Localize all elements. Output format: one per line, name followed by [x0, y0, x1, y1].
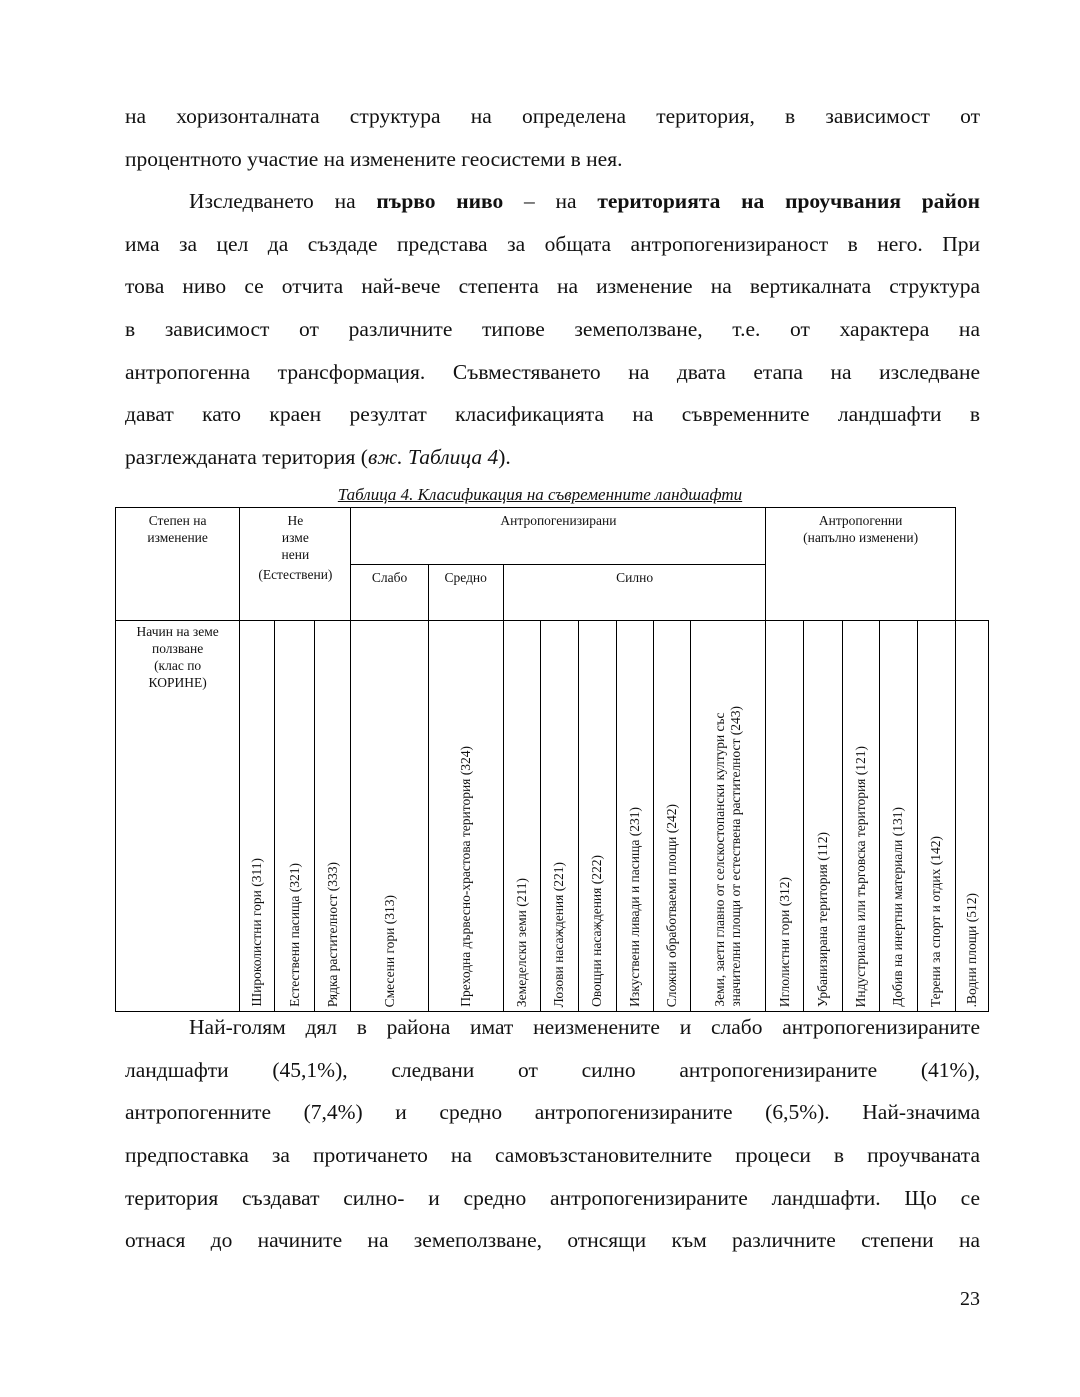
class-cell: Добив на инертни материали (131)	[879, 621, 917, 1012]
paragraph-level-line5: антропогенна трансформация. Съвместяването на двата етапа на изследване	[125, 360, 980, 384]
class-cell: .Водни площи (512)	[955, 621, 988, 1012]
class-cell: Земеделски земи (211)	[503, 621, 540, 1012]
landuse-label-cell: Начин на земе ползване (клас по КОРИНЕ)	[116, 621, 240, 1012]
paragraph-intro-line2: процентното участие на изменените геосистеми в нея.	[125, 147, 623, 171]
class-cell: Преходна дървесно-храстова територия (324)	[428, 621, 503, 1012]
paragraph-level-line1: Изследването на първо ниво – на територията на проучвания район	[189, 189, 980, 213]
class-cell: Широколистни гори (311)	[240, 621, 275, 1012]
natural-header-cell: Не изме нени (Естествени)	[240, 508, 351, 621]
medium-header-cell: Средно	[428, 565, 503, 621]
class-cell: Терени за спорт и отдих (142)	[917, 621, 955, 1012]
class-cell: Сложни обработваеми площи (242)	[654, 621, 691, 1012]
paragraph-results-line5: територия създават силно- и средно антропогенизираните ландшафти. Що се	[125, 1186, 980, 1210]
class-cell: Лозови насаждения (221)	[540, 621, 578, 1012]
classification-table	[115, 507, 989, 1012]
strong-header-cell: Силно	[503, 565, 766, 621]
anthropogenic-header-cell: Антропогенни (напълно изменени)	[766, 508, 955, 621]
class-cell: Урбанизирана територия (112)	[804, 621, 842, 1012]
paragraph-intro-line1: на хоризонталната структура на определена територия, в зависимост от	[125, 104, 980, 128]
class-cell: Рядка растителност (333)	[315, 621, 351, 1012]
class-cell: Смесени гори (313)	[351, 621, 428, 1012]
class-cell	[691, 621, 766, 1012]
paragraph-results-line3: антропогенните (7,4%) и средно антропогенизираните (6,5%). Най-значима	[125, 1100, 980, 1124]
class-line: значителни площи от естествена растителност (243)	[728, 706, 744, 1007]
anthropogenized-header-cell: Антропогенизирани	[351, 508, 766, 565]
degree-header-cell: Степен на изменение	[116, 508, 240, 621]
class-cell: Изкуствени ливади и пасища (231)	[617, 621, 654, 1012]
paragraph-results-line1: Най-голям дял в района имат неизменените и слабо антропогенизираните	[189, 1015, 980, 1039]
weak-header-cell: Слабо	[351, 565, 428, 621]
paragraph-results-line2: ландшафти (45,1%), следвани от силно антропогенизираните (41%),	[125, 1058, 980, 1082]
class-cell: Иглолистни гори (312)	[766, 621, 804, 1012]
page-number: 23	[960, 1288, 980, 1310]
class-cell: Овощни насаждения (222)	[578, 621, 616, 1012]
paragraph-results-line4: предпоставка за протичането на самовъзстановителните процеси в проучваната	[125, 1143, 980, 1167]
paragraph-level-line6: дават като краен резултат класификацията на съвременните ландшафти в	[125, 402, 980, 426]
class-cell: Естествени пасища (321)	[275, 621, 315, 1012]
paragraph-results-line6: отнася до начините на земеползване, отнсящи към различните степени на	[125, 1228, 980, 1252]
paragraph-level-line7: разглежданата територия (вж. Таблица 4).	[125, 445, 511, 469]
paragraph-level-line4: в зависимост от различните типове земеползване, т.е. от характера на	[125, 317, 980, 341]
paragraph-level-line2: има за цел да създаде представа за общата антропогенизираност в него. При	[125, 232, 980, 256]
paragraph-level-line3: това ниво се отчита най-вече степента на изменение на вертикалната структура	[125, 274, 980, 298]
class-cell: Индустриална или търговска територия (121)	[842, 621, 879, 1012]
table-caption: Таблица 4. Класификация на съвременните ландшафти	[337, 485, 743, 504]
class-line: Земи, заети главно от селскостопански култури със	[712, 712, 728, 1007]
